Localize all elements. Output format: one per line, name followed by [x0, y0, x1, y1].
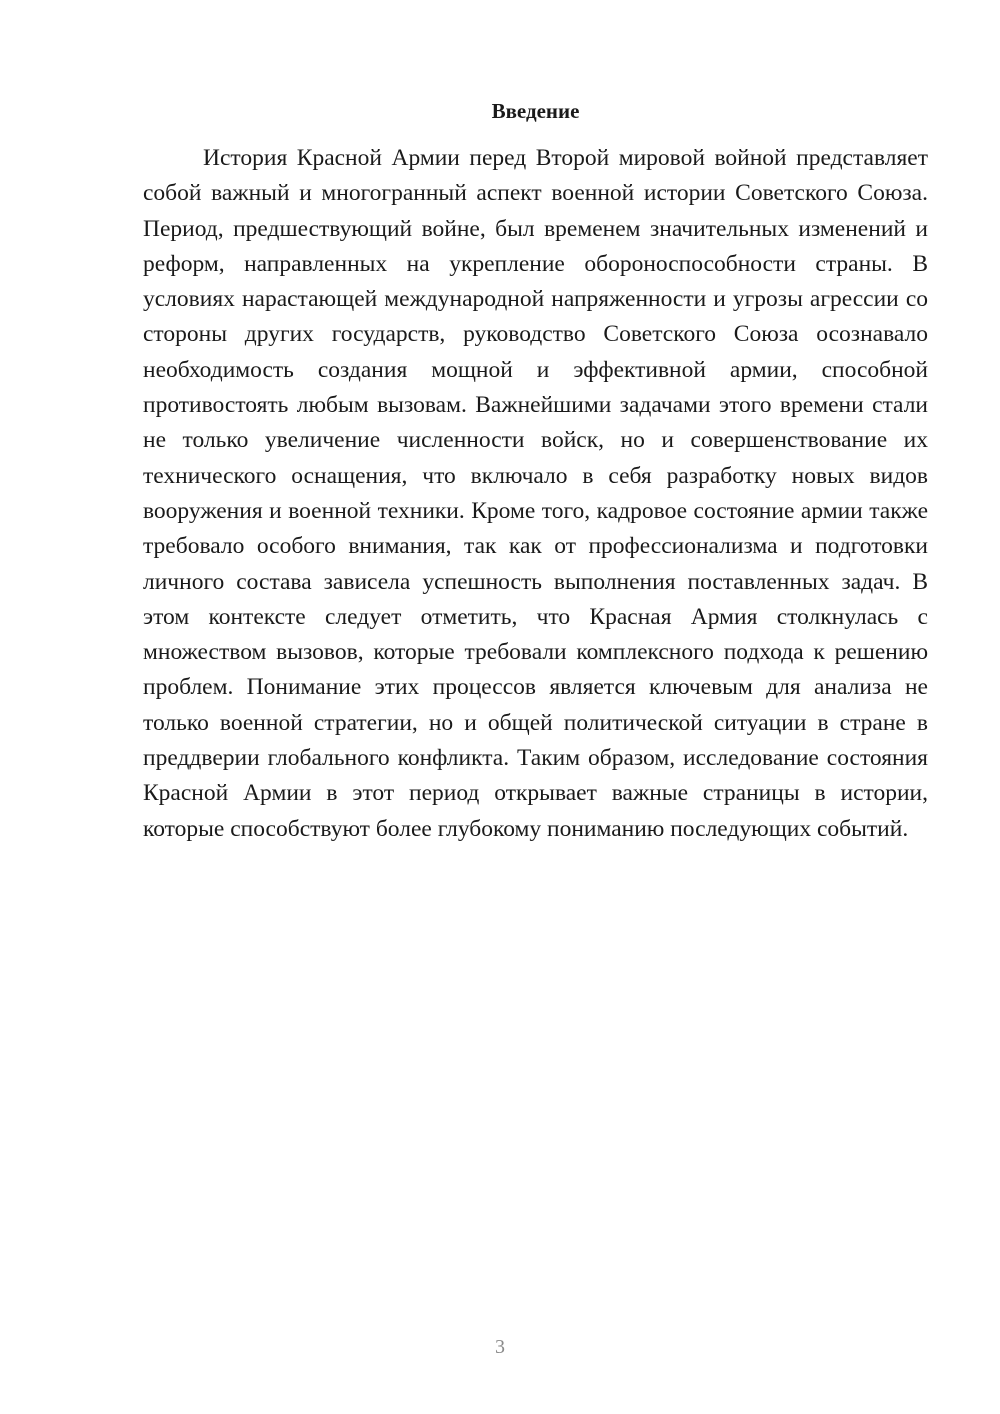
page-number: 3 — [495, 1336, 505, 1358]
body-paragraph: История Красной Армии перед Второй мировой войной представляет собой важный и многогранный аспект военной истории Советского Союза. Период, предшествующий войне, был временем значительных изменений и реформ, направленных на укрепление обороноспособности страны. В условиях нарастающей международной напряженности и угрозы агрессии со стороны других государств, руководство Советского Союза осознавало необходимость создания мощной и эффективной армии, способной противостоять любым вызовам. Важнейшими задачами этого времени стали не только увеличение численности войск, но и совершенствование их технического оснащения, что включало в себя разработку новых видов вооружения и военной техники. Кроме того, кадровое состояние армии также требовало особого внимания, так как от профессионализма и подготовки личного состава зависела успешность выполнения поставленных задач. В этом контексте следует отметить, что Красная Армия столкнулась с множеством вызовов, которые требовали комплексного подхода к решению проблем. Понимание этих процессов является ключевым для анализа не только военной стратегии, но и общей политической ситуации в стране в преддверии глобального конфликта. Таким образом, исследование состояния Красной Армии в этот период открывает важные страницы в истории, которые способствуют более глубокому пониманию последующих событий. — [143, 145, 928, 842]
section-heading: Введение — [491, 99, 580, 123]
